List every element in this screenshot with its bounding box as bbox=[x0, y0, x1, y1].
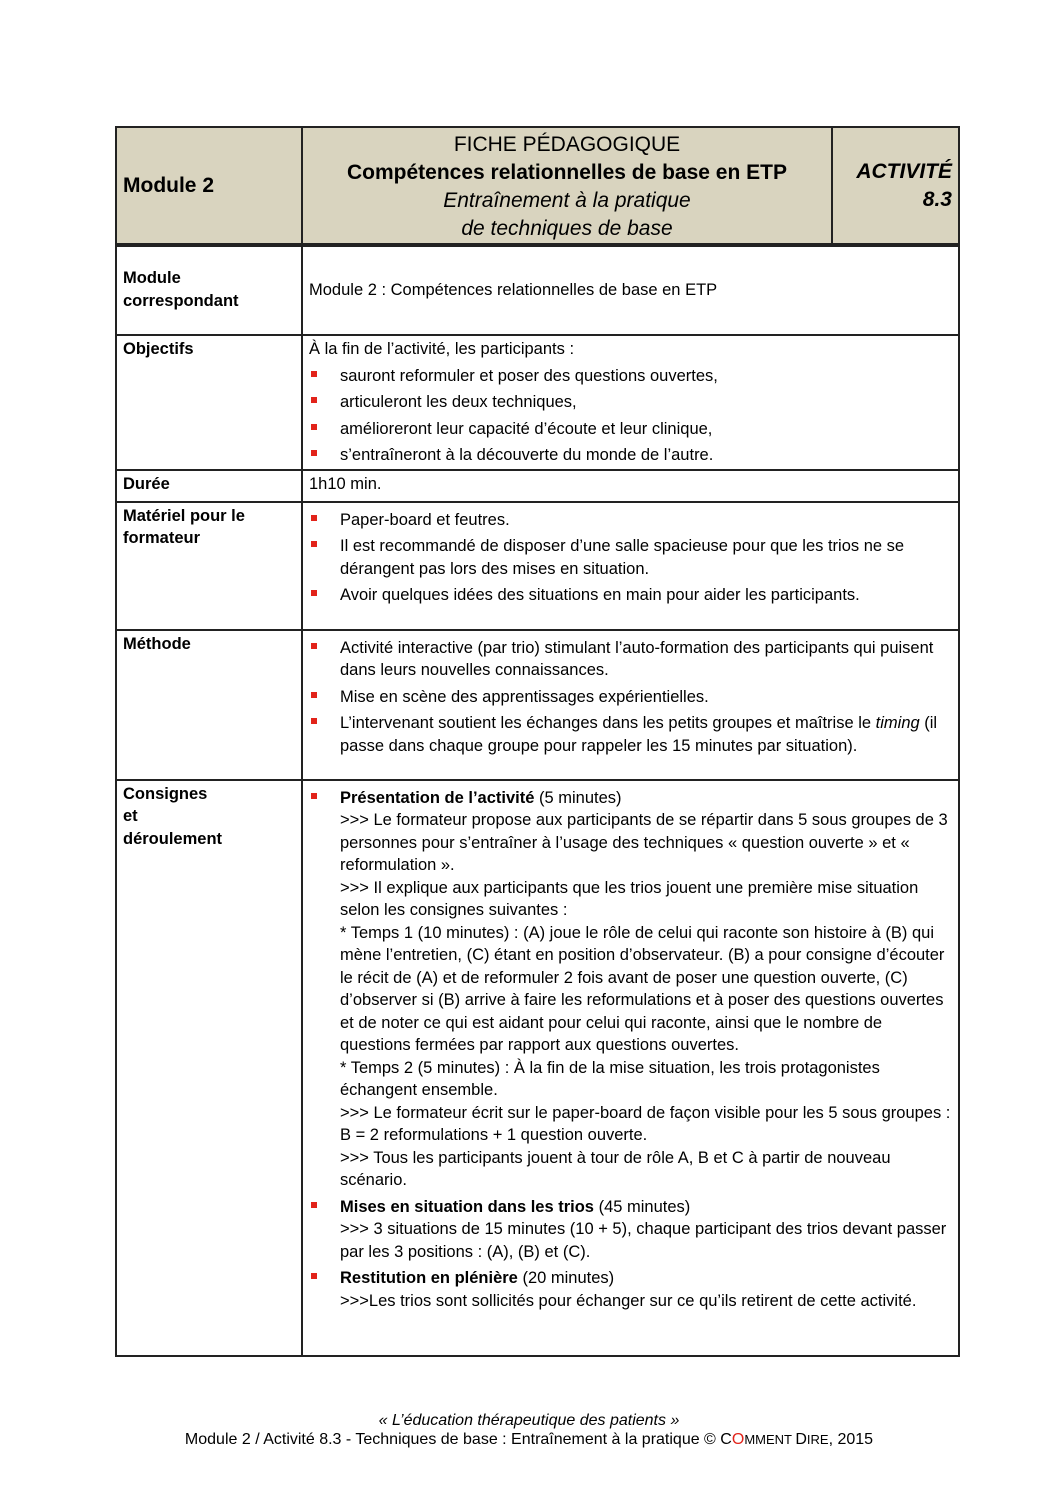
row-value: 1h10 min. bbox=[302, 470, 959, 502]
text-span: (il passe dans chaque groupe pour rappeler les 15 minutes par situation). bbox=[340, 714, 938, 755]
paragraph: >>>Les trios sont sollicités pour échanger sur ce qu’ils retirent de cette activité. bbox=[340, 1291, 917, 1310]
row-label bbox=[116, 502, 302, 630]
row-duree bbox=[116, 470, 959, 502]
brand-letters: IRE bbox=[806, 1432, 829, 1447]
section-title: Présentation de l’activité bbox=[340, 788, 535, 807]
row-methode bbox=[116, 630, 959, 780]
section-time: (45 minutes) bbox=[594, 1197, 691, 1216]
header-activity bbox=[832, 127, 959, 244]
row-materiel bbox=[116, 502, 959, 630]
row-objectifs bbox=[116, 335, 959, 470]
brand-letters: MMENT bbox=[744, 1432, 796, 1447]
label-line: Module bbox=[123, 269, 181, 287]
row-value bbox=[302, 630, 959, 780]
footer bbox=[0, 1411, 1058, 1449]
paragraph: >>> 3 situations de 15 minutes (10 + 5), chaque participant des trios devant passer par les 3 positions : (A), (B) et (C). bbox=[340, 1220, 947, 1261]
row-value bbox=[302, 780, 959, 1356]
list-item bbox=[309, 787, 952, 1192]
list-item: amélioreront leur capacité d’écoute et leur clinique, bbox=[309, 418, 952, 441]
row-label: Durée bbox=[116, 470, 302, 502]
list-item: s’entraîneront à la découverte du monde de l’autre. bbox=[309, 444, 952, 467]
content-table bbox=[115, 245, 960, 1357]
paragraph: * Temps 2 (5 minutes) : À la fin de la mise situation, les trois protagonistes échangent ensemble. bbox=[340, 1058, 880, 1099]
section-title: Restitution en plénière bbox=[340, 1269, 518, 1287]
footer-year: , 2015 bbox=[828, 1431, 874, 1448]
emphasis: timing bbox=[875, 714, 920, 732]
list-item bbox=[309, 1267, 952, 1312]
row-consignes bbox=[116, 780, 959, 1356]
paragraph: >>> Tous les participants jouent à tour de rôle A, B et C à partir de nouveau scénario. bbox=[340, 1148, 891, 1189]
header-module: Module 2 bbox=[116, 127, 302, 244]
row-value: Module 2 : Compétences relationnelles de base en ETP bbox=[302, 246, 959, 335]
list-item: sauront reformuler et poser des questions ouvertes, bbox=[309, 365, 952, 388]
header-title bbox=[302, 127, 832, 244]
row-module-correspondant bbox=[116, 246, 959, 335]
brand-logo-o: O bbox=[731, 1431, 745, 1448]
materiel-list bbox=[309, 509, 952, 607]
section-time: (5 minutes) bbox=[534, 788, 622, 807]
row-label bbox=[116, 780, 302, 1356]
paragraph: * Temps 1 (10 minutes) : (A) joue le rôle de celui qui raconte son histoire à (B) qui mène l’entretien, (C) étant en position d’observateur. (B) a pour consigne d’écouter le récit de (A) et de reformuler 2 fois avant de poser une question ouverte, (C) d’observer si (B) arrive à faire les reformulations et à poser des questions ouvertes et de noter ce qui est aidant pour celui qui raconte, ainsi que le nombre de questions fermées par rapport aux questions ouvertes. bbox=[340, 923, 945, 1054]
section-title: Mises en situation dans les trios bbox=[340, 1197, 594, 1216]
footer-credits bbox=[0, 1430, 1058, 1449]
list-item: articuleront les deux techniques, bbox=[309, 391, 952, 414]
footer-title: « L’éducation thérapeutique des patients » bbox=[378, 1412, 680, 1429]
paragraph: >>> Le formateur propose aux participants de se répartir dans 5 sous groupes de 3 personnes pour s’entraîner à l’usage des techniques « question ouverte » et « reformulation ». bbox=[340, 811, 948, 874]
label-line: Matériel pour le bbox=[123, 506, 245, 525]
objectifs-list bbox=[309, 365, 952, 467]
label-line: déroulement bbox=[123, 829, 223, 848]
header-activity-number: 8.3 bbox=[922, 187, 952, 211]
row-label: Méthode bbox=[116, 630, 302, 780]
brand-letter: C bbox=[720, 1431, 732, 1448]
label-line: Consignes bbox=[123, 784, 208, 803]
list-item: Paper-board et feutres. bbox=[309, 509, 952, 532]
row-label bbox=[116, 246, 302, 335]
list-item bbox=[309, 712, 952, 757]
header-title-line2: Compétences relationnelles de base en ETP bbox=[347, 160, 787, 184]
header-title-line4: de techniques de base bbox=[461, 216, 673, 240]
activity-sheet bbox=[115, 126, 958, 1357]
label-line: et bbox=[123, 807, 138, 825]
section-time: (20 minutes) bbox=[517, 1269, 615, 1287]
header-table bbox=[115, 126, 960, 245]
header-activity-label: ACTIVITÉ bbox=[856, 159, 952, 183]
paragraph: >>> Il explique aux participants que les trios jouent une première mise situation selon les consignes suivantes : bbox=[340, 878, 919, 919]
consignes-list bbox=[309, 787, 952, 1313]
objectifs-intro: À la fin de l’activité, les participants : bbox=[309, 340, 575, 358]
list-item: Il est recommandé de disposer d’une salle spacieuse pour que les trios ne se dérangent pas lors des mises en situation. bbox=[309, 535, 952, 580]
row-label: Objectifs bbox=[116, 335, 302, 470]
text-span: L’intervenant soutient les échanges dans les petits groupes et maîtrise le bbox=[340, 714, 876, 732]
footer-text: Module 2 / Activité 8.3 - Techniques de base : Entraînement à la pratique © bbox=[184, 1431, 721, 1448]
list-item: Activité interactive (par trio) stimulant l’auto-formation des participants qui puisent dans leurs nouvelles connaissances. bbox=[309, 637, 952, 682]
row-value bbox=[302, 502, 959, 630]
header-title-line1: FICHE PÉDAGOGIQUE bbox=[453, 132, 681, 156]
header-title-line3: Entraînement à la pratique bbox=[443, 188, 691, 212]
label-line: correspondant bbox=[123, 291, 239, 310]
list-item: Avoir quelques idées des situations en main pour aider les participants. bbox=[309, 584, 952, 607]
methode-list bbox=[309, 637, 952, 758]
list-item bbox=[309, 1196, 952, 1264]
paragraph: >>> Le formateur écrit sur le paper-board de façon visible pour les 5 sous groupes : B = 2 reformulations + 1 question ouverte. bbox=[340, 1103, 951, 1144]
label-line: formateur bbox=[123, 529, 201, 547]
brand-letter: D bbox=[795, 1431, 807, 1448]
list-item: Mise en scène des apprentissages expérientielles. bbox=[309, 686, 952, 709]
row-value bbox=[302, 335, 959, 470]
